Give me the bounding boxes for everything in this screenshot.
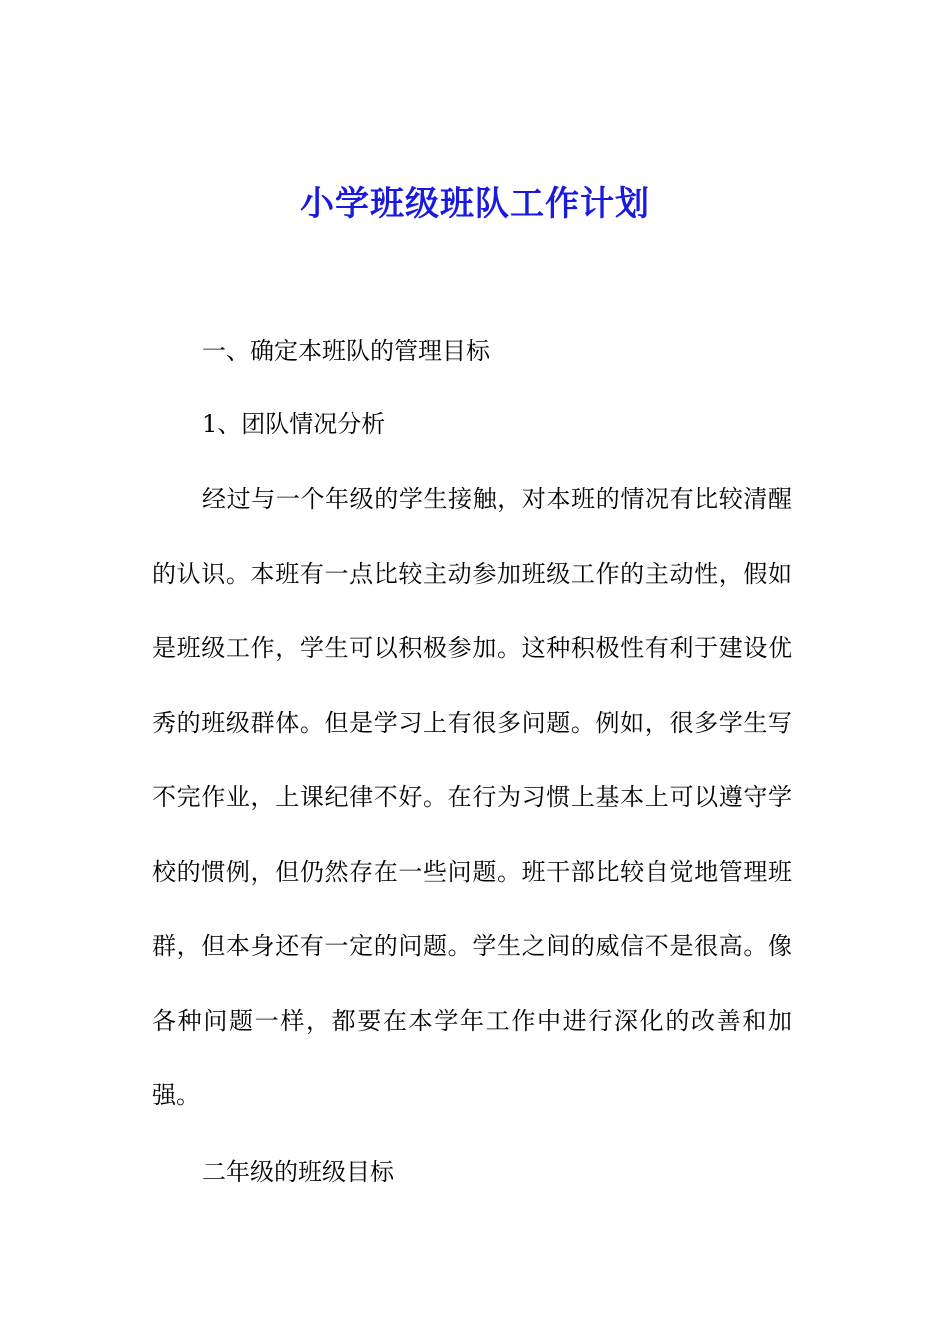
document-title: 小学班级班队工作计划 bbox=[300, 184, 650, 224]
section-heading-management-goals: 一、确定本班队的管理目标 bbox=[202, 337, 490, 365]
subsection-heading-team-analysis: 1、团队情况分析 bbox=[202, 410, 386, 438]
section-heading-class-goals: 二年级的班级目标 bbox=[202, 1158, 394, 1186]
analysis-paragraph: 经过与一个年级的学生接触，对本班的情况有比较清醒的认识。本班有一点比较主动参加班级工作的主动性，假如是班级工作，学生可以积极参加。这种积极性有利于建设优秀的班级群体。但是学习上有很多问题。例如，很多学生写不完作业，上课纪律不好。在行为习惯上基本上可以遵守学校的惯例，但仍然存在一些问题。班干部比较自觉地管理班群，但本身还有一定的问题。学生之间的威信不是很高。像各种问题一样，都要在本学年工作中进行深化的改善和加强。 bbox=[152, 485, 792, 1109]
